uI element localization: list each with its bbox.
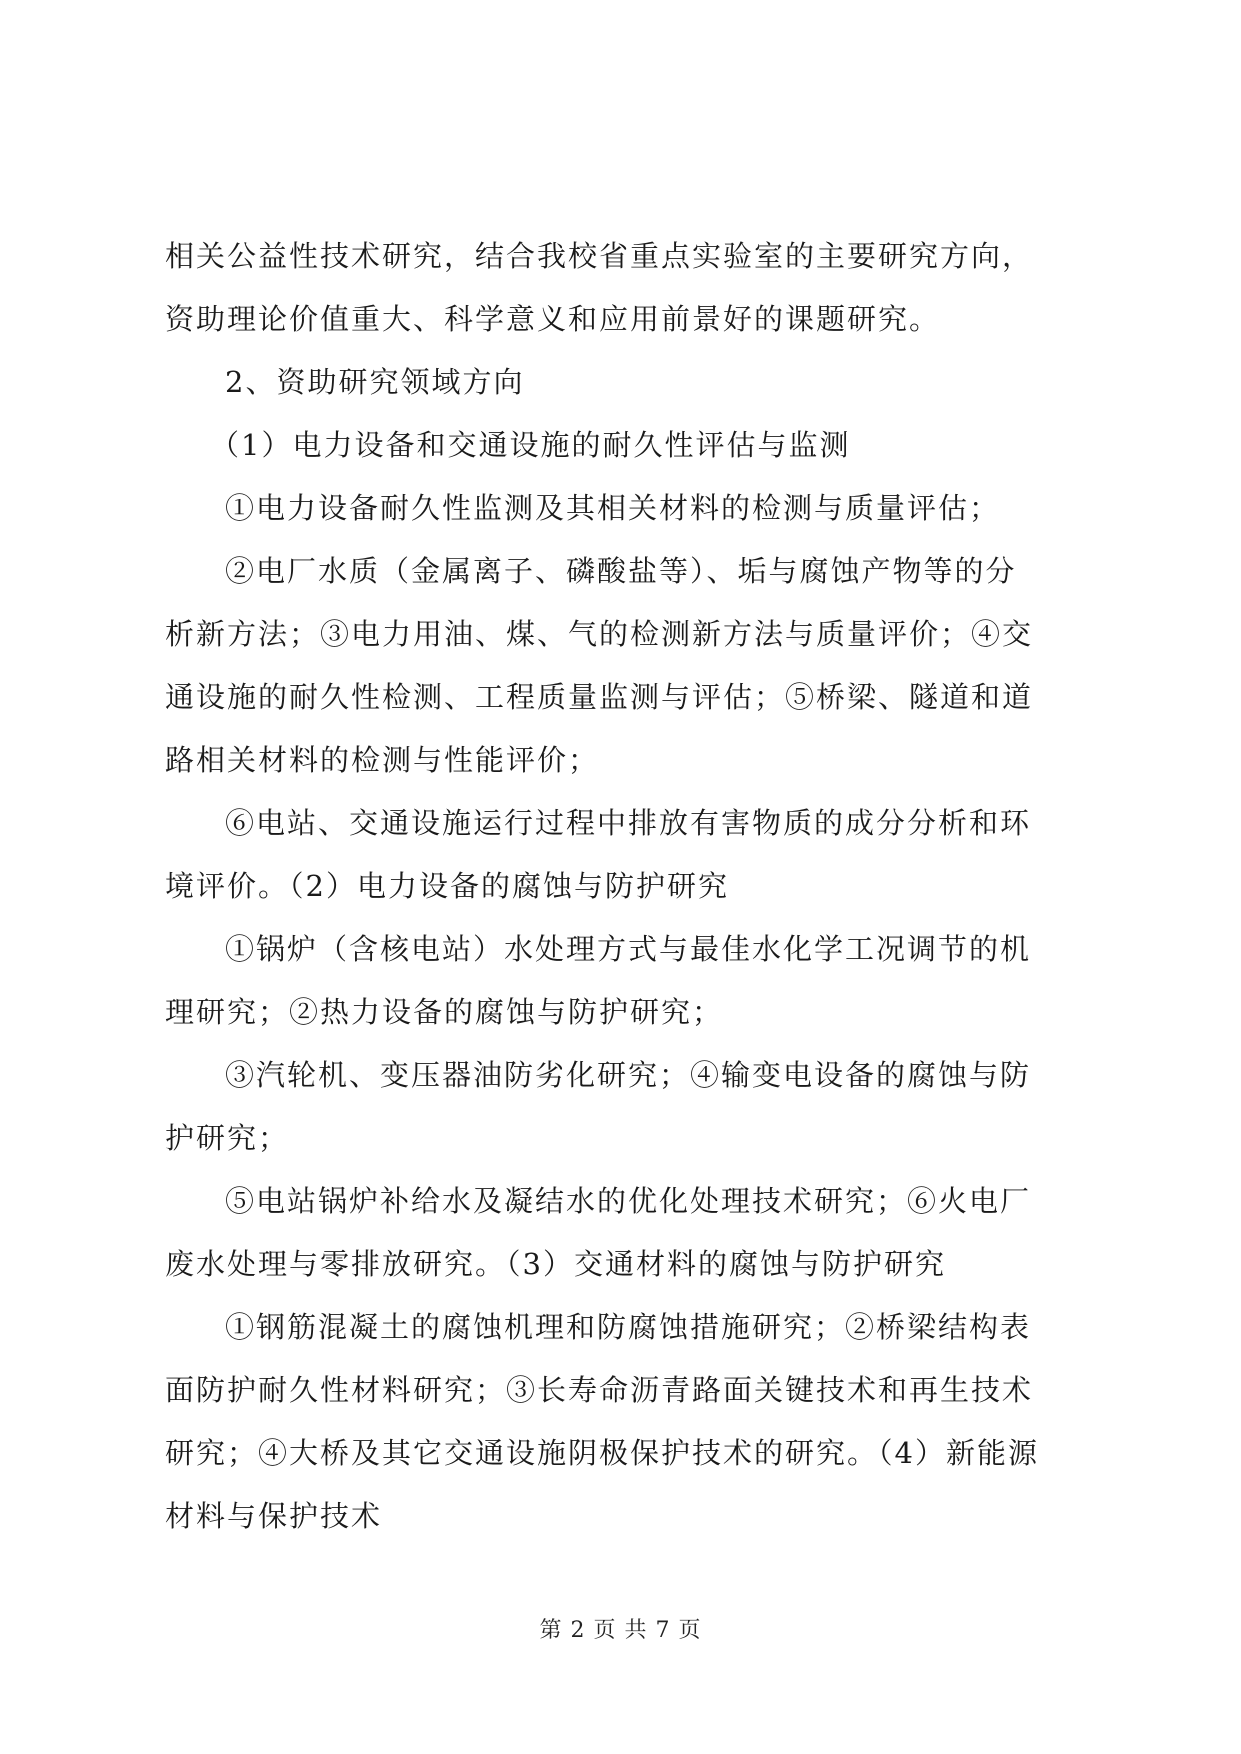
- text-line: 研究；④大桥及其它交通设施阴极保护技术的研究。（4）新能源: [165, 1436, 1039, 1470]
- text-line: ①电力设备耐久性监测及其相关材料的检测与质量评估；: [225, 491, 1001, 525]
- text-line: 面防护耐久性材料研究；③长寿命沥青路面关键技术和再生技术: [165, 1373, 1034, 1407]
- text-line: ③汽轮机、变压器油防劣化研究；④输变电设备的腐蚀与防: [225, 1058, 1032, 1092]
- text-line: 资助理论价值重大、科学意义和应用前景好的课题研究。: [165, 302, 941, 336]
- text-line: 材料与保护技术: [165, 1499, 383, 1533]
- text-line: 境评价。（2）电力设备的腐蚀与防护研究: [165, 869, 729, 903]
- text-line: 析新方法；③电力用油、煤、气的检测新方法与质量评价；④交: [165, 617, 1034, 651]
- text-line: ⑥电站、交通设施运行过程中排放有害物质的成分分析和环: [225, 806, 1032, 840]
- document-body: [165, 225, 1077, 1548]
- page-number: 第 2 页 共 7 页: [539, 1618, 702, 1643]
- text-line: ⑤电站锅炉补给水及凝结水的优化处理技术研究；⑥火电厂: [225, 1184, 1032, 1218]
- text-line: 相关公益性技术研究，结合我校省重点实验室的主要研究方向，: [165, 239, 1034, 273]
- text-line: 通设施的耐久性检测、工程质量监测与评估；⑤桥梁、隧道和道: [165, 680, 1034, 714]
- text-line: ①锅炉（含核电站）水处理方式与最佳水化学工况调节的机: [225, 932, 1032, 966]
- text-line: 理研究；②热力设备的腐蚀与防护研究；: [165, 995, 724, 1029]
- subsection-heading: （1）电力设备和交通设施的耐久性评估与监测: [210, 428, 851, 462]
- section-heading: 2、资助研究领域方向: [225, 365, 525, 399]
- text-line: ①钢筋混凝土的腐蚀机理和防腐蚀措施研究；②桥梁结构表: [225, 1310, 1032, 1344]
- text-line: 护研究；: [165, 1121, 290, 1155]
- text-line: 废水处理与零排放研究。（3）交通材料的腐蚀与防护研究: [165, 1247, 946, 1281]
- text-line: 路相关材料的检测与性能评价；: [165, 743, 600, 777]
- text-line: ②电厂水质（金属离子、磷酸盐等）、垢与腐蚀产物等的分: [225, 554, 1017, 588]
